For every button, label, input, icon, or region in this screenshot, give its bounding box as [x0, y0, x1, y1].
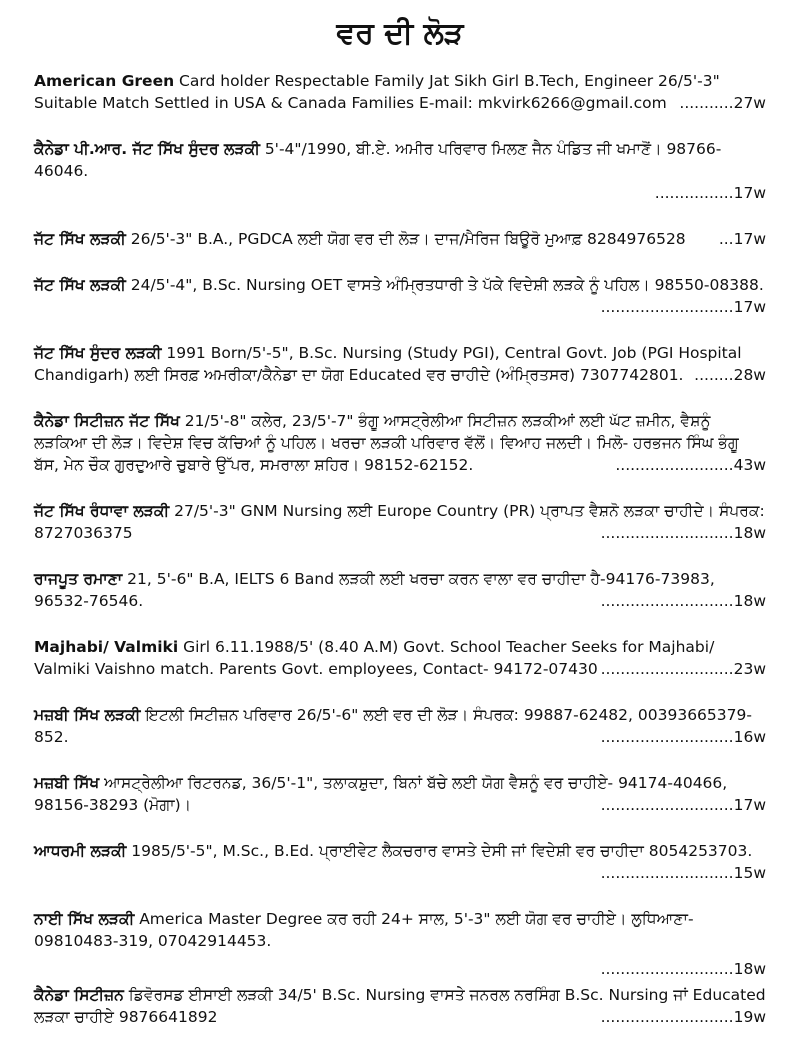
classified-ad [34, 772, 766, 816]
ad-text: ਡਿਵੋਰਸਡ ਈਸਾਈ ਲੜਕੀ 34/5' B.Sc. Nursing ਵਾਸਤੇ ਜਨਰਲ ਨਰਸਿੰਗ B.Sc. Nursing ਜਾਂ Educated ਲੜਕਾ ਚਾਹੀਏ 9876641892 [34, 986, 766, 1026]
ad-text: Girl 6.11.1988/5' (8.40 A.M) Govt. School Teacher Seeks for Majhabi/ Valmiki Vaishno match. Parents Govt. employees, Contact- 94172-07430 [34, 638, 715, 678]
ad-code: ...........................18w [600, 524, 766, 542]
ad-lead: Majhabi/ Valmiki [34, 638, 179, 656]
ad-lead: ਜੱਟ ਸਿੱਖ ਲੜਕੀ [34, 276, 126, 294]
classified-ad [34, 984, 766, 1028]
ad-text: 26/5'-3" B.A., PGDCA ਲਈ ਯੋਗ ਵਰ ਦੀ ਲੋੜ। ਦਾਜ/ਮੈਰਿਜ ਬਿਊਰੋ ਮੁਆਫ਼ 8284976528 [125, 230, 686, 248]
ad-lead: ਮਜ਼ਬੀ ਸਿੱਖ [34, 774, 100, 792]
classified-ad [34, 840, 766, 884]
ad-code: ...........................18w [600, 960, 766, 978]
ad-code: ...........................17w [600, 796, 766, 814]
classified-ad [34, 138, 766, 204]
ad-lead: ਜੱਟ ਸਿੱਖ ਰੰਧਾਵਾ ਲੜਕੀ [34, 502, 170, 520]
ad-text: Card holder Respectable Family Jat Sikh Girl B.Tech, Engineer 26/5'-3" Suitable Match Settled in USA & Canada Families E-mail: mkvirk6266@gmail.com [34, 72, 720, 112]
classified-ad [34, 410, 766, 476]
ad-code: ...........................23w [600, 660, 766, 678]
ad-lead: ਕੈਨੇਡਾ ਸਿਟੀਜ਼ਨ ਜੱਟ ਸਿੱਖ [34, 412, 180, 430]
ad-lead: ਰਾਜਪੂਤ ਰਮਾਣਾ [34, 570, 123, 588]
ad-lead: ਜੱਟ ਸਿੱਖ ਲੜਕੀ [34, 230, 126, 248]
ad-lead: ਮਜ਼ਬੀ ਸਿੱਖ ਲੜਕੀ [34, 706, 141, 724]
ad-text: ਆਸਟ੍ਰੇਲੀਆ ਰਿਟਰਨਡ, 36/5'-1", ਤਲਾਕਸ਼ੁਦਾ, ਬਿਨਾਂ ਬੱਚੇ ਲਈ ਯੋਗ ਵੈਸ਼ਨੂੰ ਵਰ ਚਾਹੀਏ- 94174-40466, 98156-38293 (ਮੋਗਾ)। [34, 774, 728, 814]
ad-code: ........................43w [615, 456, 766, 474]
ad-code: ........28w [694, 366, 766, 384]
ad-code: ...........................17w [600, 298, 766, 316]
ad-text: 21/5'-8" ਕਲੇਰ, 23/5'-7" ਭੰਗੂ ਆਸਟ੍ਰੇਲੀਆ ਸਿਟੀਜ਼ਨ ਲੜਕੀਆਂ ਲਈ ਘੱਟ ਜ਼ਮੀਨ, ਵੈਸ਼ਨੂੰ ਲੜਕਿਆ ਦੀ ਲੋੜ। ਵਿਦੇਸ਼ ਵਿਚ ਕੱਚਿਆਂ ਨੂੰ ਪਹਿਲ। ਖਰਚਾ ਲੜਕੀ ਪਰਿਵਾਰ ਵੱਲੋਂ। ਵਿਆਹ ਜਲਦੀ। ਮਿਲੋ- ਹਰਭਜਨ ਸਿੰਘ ਭੰਗੂ ਬੱਸ, ਮੇਨ ਚੌਕ ਗੁਰਦੁਆਰੇ ਚੁਬਾਰੇ ਉੱਪਰ, ਸਮਰਾਲਾ ਸ਼ਹਿਰ। 98152-62152. [34, 412, 739, 474]
classified-ad [34, 500, 766, 544]
ad-lead: ਨਾਈ ਸਿੱਖ ਲੜਕੀ [34, 910, 135, 928]
classified-ad [34, 636, 766, 680]
classified-ad [34, 274, 766, 318]
ad-lead: ਆਧਰਮੀ ਲੜਕੀ [34, 842, 127, 860]
ad-code: ...........................19w [600, 1008, 766, 1026]
ad-lead: ਕੈਨੇਡਾ ਪੀ.ਆਰ. ਜੱਟ ਸਿੱਖ ਸੁੰਦਰ ਲੜਕੀ [34, 140, 260, 158]
ad-code: ................17w [654, 184, 766, 202]
ad-text: America Master Degree ਕਰ ਰਹੀ 24+ ਸਾਲ, 5'-3" ਲਈ ਯੋਗ ਵਰ ਚਾਹੀਏ। ਲੁਧਿਆਣਾ- 09810483-319, 07042914453. [34, 910, 694, 950]
ad-text: 1985/5'-5", M.Sc., B.Ed. ਪ੍ਰਾਈਵੇਟ ਲੈਕਚਰਾਰ ਵਾਸਤੇ ਦੇਸੀ ਜਾਂ ਵਿਦੇਸ਼ੀ ਵਰ ਚਾਹੀਦਾ 8054253703. [126, 842, 753, 860]
ad-code: ...17w [718, 230, 766, 248]
ad-code: ...........................15w [600, 864, 766, 882]
classified-ad [34, 70, 766, 114]
ad-lead: ਜੱਟ ਸਿੱਖ ਸੁੰਦਰ ਲੜਕੀ [34, 344, 162, 362]
ad-text: 1991 Born/5'-5", B.Sc. Nursing (Study PGI), Central Govt. Job (PGI Hospital Chandigarh) ਲਈ ਸਿਰਫ਼ ਅਮਰੀਕਾ/ਕੈਨੇਡਾ ਦਾ ਯੋਗ Educated ਵਰ ਚਾਹੀਦੇ (ਅੰਮ੍ਰਿਤਸਰ) 7307742801. [34, 344, 742, 384]
classified-ad [34, 228, 766, 250]
ad-lead: ਕੈਨੇਡਾ ਸਿਟੀਜ਼ਨ [34, 986, 124, 1004]
ad-lead: American Green [34, 72, 175, 90]
classified-ad [34, 704, 766, 748]
section-heading: ਵਰ ਦੀ ਲੋੜ [336, 16, 464, 51]
classified-ad [34, 908, 766, 980]
classified-ad [34, 568, 766, 612]
classified-ad [34, 342, 766, 386]
ad-code: ...........................16w [600, 728, 766, 746]
ad-text: 21, 5'-6" B.A, IELTS 6 Band ਲੜਕੀ ਲਈ ਖਰਚਾ ਕਰਨ ਵਾਲਾ ਵਰ ਚਾਹੀਦਾ ਹੈ-94176-73983, 96532-76546. [34, 570, 715, 610]
ad-text: 27/5'-3" GNM Nursing ਲਈ Europe Country (PR) ਪ੍ਰਾਪਤ ਵੈਸ਼ਨੋ ਲੜਕਾ ਚਾਹੀਦੇ। ਸੰਪਰਕ: 8727036375 [34, 502, 765, 542]
ad-text: 5'-4"/1990, ਬੀ.ਏ. ਅਮੀਰ ਪਰਿਵਾਰ ਮਿਲਣ ਜੈਨ ਪੰਡਿਤ ਜੀ ਖਮਾਣੋਂ। 98766-46046. [34, 140, 722, 180]
ad-code: ...........27w [679, 94, 766, 112]
ad-text: 24/5'-4", B.Sc. Nursing OET ਵਾਸਤੇ ਅੰਮ੍ਰਿਤਧਾਰੀ ਤੇ ਪੱਕੇ ਵਿਦੇਸ਼ੀ ਲੜਕੇ ਨੂੰ ਪਹਿਲ। 98550-08388. [125, 276, 764, 294]
ad-code: ...........................18w [600, 592, 766, 610]
ad-text: ਇਟਲੀ ਸਿਟੀਜ਼ਨ ਪਰਿਵਾਰ 26/5'-6" ਲਈ ਵਰ ਦੀ ਲੋੜ। ਸੰਪਰਕ: 99887-62482, 00393665379-852. [34, 706, 752, 746]
